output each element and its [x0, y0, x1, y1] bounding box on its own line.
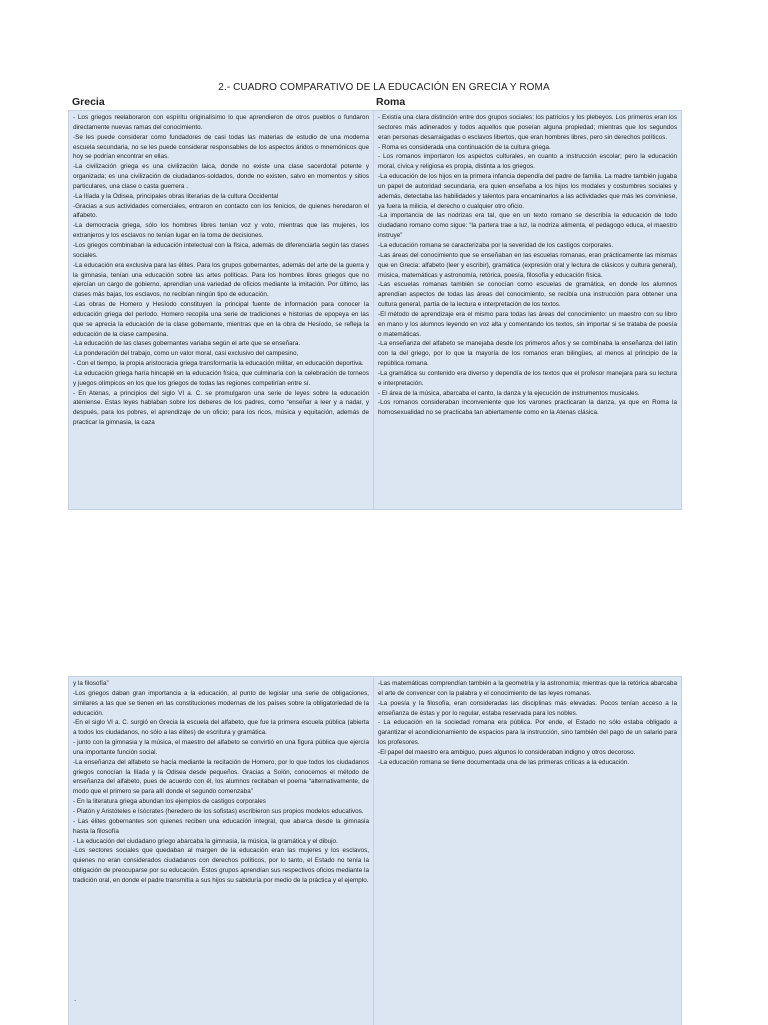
table-paragraph: - Los griegos reelaboraron con espíritu originalísimo lo que aprendieron de otros pueblos o fundaron directamente nuevas ramas del conocimiento.: [73, 114, 369, 131]
table-paragraph: -Las matemáticas comprendían también a la geometría y la astronomía; mientras que la retórica abarcaba el arte de convencer con la palabra y el conocimiento de las leyes romanas.: [378, 680, 677, 697]
table-paragraph: -La educación griega haría hincapié en la educación física, que culminaría con la celebración de torneos y juegos olímpicos en los que los griegos de todas las regiones competirían entre sí.: [73, 369, 369, 387]
table-paragraph: - Platón y Aristóteles e Isócrates (heredero de los sofistas) escribieron sus propios modelos educativos.: [73, 807, 364, 815]
grecia-cell-continued: [69, 677, 374, 1025]
column-header-grecia: Grecia: [72, 96, 105, 108]
table-paragraph: - La educación del ciudadano griego abarcaba la gimnasia, la música, la gramática y el dibujo.: [73, 837, 338, 845]
table-paragraph: -La democracia griega, sólo los hombres libres tenían voz y voto, mientras que las mujeres, los extranjeros y los esclavos no tenían lugar en la toma de decisiones.: [73, 222, 369, 240]
table-paragraph: - La educación en la sociedad romana era pública. Por ende, el Estado no sólo estaba obligado a garantizar el acondicionamiento de espacios para la instrucción, sino también del pago de un salario para los profesores.: [378, 719, 677, 747]
table-paragraph: - El área de la música, abarcaba el canto, la danza y la ejecución de instrumentos musicales.: [378, 389, 640, 397]
table-paragraph: - Existía una clara distinción entre dos grupos sociales: los patricios y los plebeyos. Los primeros eran los sectores más adinerados y todos aquellos que poseían alguna propiedad; mientras que los segundos eran personas desarraigadas o esclavos libertos, que eran hombres libres, pero sin derechos políticos.: [378, 114, 677, 141]
table-paragraph: -Las escuelas romanas también se conocían como escuelas de gramática, en donde los alumnos aprendían aspectos de todas las áreas del conocimiento, se recibía una instrucción para obtener una cultura general, partía de la lectura e interpretación de los textos.: [378, 281, 677, 309]
table-paragraph: - Las élites gobernantes son quienes reciben una educación integral, que abarca desde la gimnasia hasta la filosofía: [73, 817, 369, 835]
table-paragraph: -La educación romana se caracterizaba por la severidad de los castigos corporales.: [378, 241, 614, 249]
table-paragraph: - En la literatura griega abundan los ejemplos de castigos corporales: [73, 798, 266, 806]
table-paragraph: -Se les puede considerar como fundadores de casi todas las materias de estudio de una moderna escuela secundaria, no se les puede considerar responsables de los aspectos áridos o mnemónicos que hoy se podrían encontrar en ellas.: [73, 133, 369, 161]
table-paragraph: -La importancia de las nodrizas era tal, que en un texto romano se describía la educación de todo ciudadano romano como sigue: “la partera trae a luz, la nodriza alimenta, el pedagogo educa, el maestro instruye”: [378, 212, 677, 240]
table-paragraph: -La gramática su contenido era diverso y dependía de los textos que el profesor manejara para su lectura e interpretación.: [378, 369, 677, 387]
trailing-mark: .: [74, 994, 77, 1003]
table-paragraph: -El papel del maestro era ambiguo, pues algunos lo consideraban indigno y otros decoroso.: [378, 748, 636, 756]
table-paragraph: -La enseñanza del alfabeto se manejaba desde los primeros años y se combinaba la enseñanza del latín con la del griego, por lo que la mayoría de los romanos eran bilingües, al menos al principio de la república romana.: [378, 340, 677, 368]
table-paragraph: - junto con la gimnasia y la música, el maestro del alfabeto se convirtió en una figura pública que ejercía una importante función social.: [73, 739, 369, 756]
table-paragraph: -Las obras de Homero y Hesíodo constituyen la principal fuente de información para conocer la educación griega del período. Homero recopila una serie de tradiciones e historias de epopeya en las que se aprecia la educación de la clase gobernante, mientras que en la obra de Hesíodo, se refleja la educación de la clase campesina.: [73, 301, 369, 338]
table-paragraph: -La ponderación del trabajo, como un valor moral, casi exclusivo del campesino,: [73, 350, 299, 358]
table-paragraph: - Roma es considerada una continuación de la cultura griega.: [378, 143, 551, 151]
column-header-roma: Roma: [376, 96, 406, 108]
roma-cell: [374, 111, 681, 509]
table-paragraph: -En el siglo VI a. C. surgió en Grecia la escuela del alfabeto, que fue la primera escuela pública (abierta a todos los ciudadanos, no sólo a las élites) de escritura y gramática.: [73, 719, 369, 737]
table-paragraph: - Los romanos importaron los aspectos culturales, en cuanto a instrucción escolar; pero la educación moral, cívica y religiosa es propia, distinta a los griegos.: [378, 153, 677, 171]
table-paragraph: -La enseñanza del alfabeto se hacía mediante la recitación de Homero, por lo que todos los ciudadanos griegos conocían la Ilíada y la Odisea desde pequeños. Gracias a Solón, conocemos el método de enseñanza del alfabeto, pues de acuerdo con él, los alumnos recitaban el poema “alternativamente, de modo que el primero se para allí donde el segundo comenzaba”: [73, 758, 369, 796]
table-paragraph: -Las áreas del conocimiento que se enseñaban en las escuelas romanas, eran prácticamente las mismas que en Grecia: alfabeto (leer y escribir), gramática (expresión oral y lectura de clásicos y cultura general), música, matemáticas y astronomía, retórica, poesía, filosofía y educación física.: [378, 251, 677, 279]
table-paragraph: - En Atenas, a principios del siglo VI a. C. se promulgaron una serie de leyes sobre la educación ateniense. Estas leyes hablaban sobre los deberes de los padres, como “enseñar a leer y a nadar, y después, para los pobres, el aprendizaje de un oficio; para los ricos, música y equitación, además de practicar la gimnasia, la caza: [73, 389, 369, 427]
table-paragraph: -La educación romana se tiene documentada una de las primeras críticas a la educación.: [378, 758, 630, 766]
table-paragraph: -Los griegos daban gran importancia a la educación, al punto de legislar una serie de obligaciones, similares a las que se tienen en las constituciones modernas de los países sobre la obligatoriedad de la educación.: [73, 689, 369, 717]
table-paragraph: - Con el tiempo, la propia aristocracia griega transformaría la educación militar, en educación deportiva.: [73, 360, 364, 368]
table-paragraph: -El método de aprendizaje era el mismo para todas las áreas del conocimiento: un maestro con su libro en mano y los alumnos leyendo en voz alta y comentando los textos, sin importar si se trataba de poesía o matemáticas.: [378, 310, 677, 338]
table-paragraph: -La Ilíada y la Odisea, principales obras literarias de la cultura Occidental: [73, 192, 279, 200]
table-paragraph: y la filosofía”: [73, 680, 109, 687]
table-paragraph: -La educación de los hijos en la primera infancia dependía del padre de familia. La madre también jugaba un papel de autoridad secundaria, era quien enseñaba a los hijos los modales y costumbres sociales y además, detectaba las habilidades y talentos para encaminarlos a las actividades que más les conviniese, ya fuera la milicia, el derecho o cualquier otro oficio.: [378, 173, 677, 210]
document-title: 2.- CUADRO COMPARATIVO DE LA EDUCACIÓN EN GRECIA Y ROMA: [218, 82, 550, 93]
table-paragraph: -Los griegos combinaban la educación intelectual con la física, además de diferenciarla según las clases sociales.: [73, 241, 369, 259]
table-paragraph: -La educación de las clases gobernantes variaba según el arte que se enseñara.: [73, 340, 301, 348]
comparison-table-page-1: [68, 110, 682, 510]
grecia-cell: [69, 111, 374, 509]
roma-cell-continued: [374, 677, 681, 1025]
comparison-table-page-2: [68, 676, 682, 1025]
table-paragraph: -La poesía y la filosofía, eran consideradas las disciplinas más elevadas. Pocos tenían acceso a la enseñanza de éstas y por lo regular, estaba reservada para los nobles.: [378, 699, 677, 717]
table-paragraph: -Los sectores sociales que quedaban al margen de la educación eran las mujeres y los esclavos, quienes no eran considerados ciudadanos con derechos políticos, por lo tanto, el Estado no tenía la obligación de preocuparse por su educación. Estos grupos aprendían sus respectivos oficios mediante la tradición oral, en donde el padre transmitía a sus hijos su sabiduría por medio de la práctica y el ejemplo.: [73, 847, 369, 884]
table-paragraph: -Gracias a sus actividades comerciales, entraron en contacto con los fenicios, de quienes heredaron el alfabeto.: [73, 202, 369, 220]
table-paragraph: -Los romanos consideraban inconveniente que los varones practicaran la danza, ya que en Roma la homosexualidad no se practicaba tan abiertamente como en la Atenas clásica.: [378, 399, 677, 417]
table-paragraph: -La educación era exclusiva para las élites. Para los grupos gobernantes, además del arte de la guerra y la gimnasia, tenían una educación sobre las artes políticas. Para los hombres libres griegos que no ejercían un cargo de gobierno, aprendían una variedad de oficios mediante la imitación. Por último, las clases más bajas, los esclavos, no recibían ningún tipo de educación.: [73, 261, 369, 299]
table-paragraph: -La civilización griega es una civilización laica, donde no existe una clase sacerdotal potente y organizada; es una civilización de ciudadanos-soldados, donde no existen, salvo en momentos y sitios particulares, una clase o casta guerrera .: [73, 163, 369, 190]
